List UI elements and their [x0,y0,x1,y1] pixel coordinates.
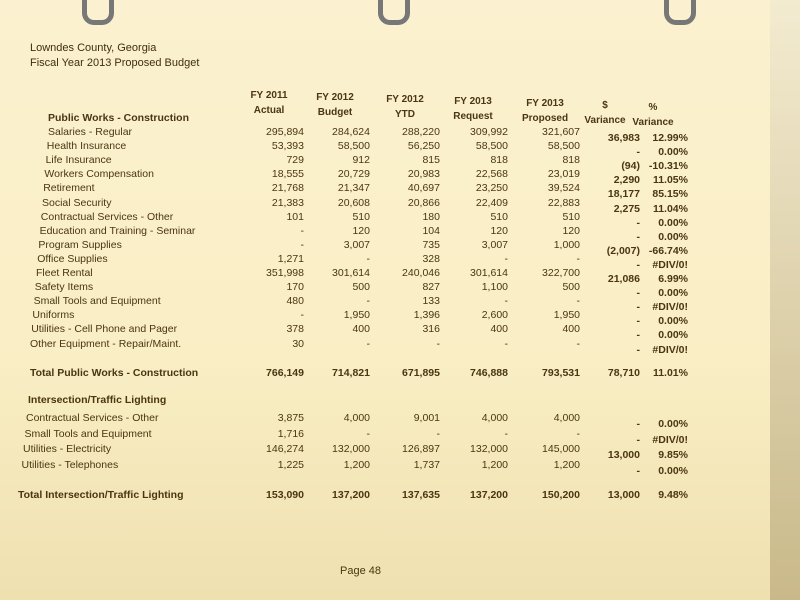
cell-value: #DIV/0! [652,433,688,446]
cell-value: - [366,295,370,308]
cell-value: 321,607 [542,126,580,138]
row-label: Utilities - Telephones [21,458,119,471]
cell-value: 53,393 [271,140,304,153]
row-label: Small Tools and Equipment [33,295,161,308]
column-header-line: YTD [395,109,415,120]
cell-value: -66.74% [648,244,688,257]
row-label: Fleet Rental [36,267,93,279]
cell-value: 104 [422,224,440,237]
table-row [0,126,760,144]
cell-value: - [366,252,370,265]
cell-value: 309,992 [470,126,508,138]
cell-value: 120 [490,224,508,237]
cell-value: 3,007 [343,238,370,251]
cell-value: 58,500 [547,140,580,153]
cell-value: - [504,295,508,308]
row-label: Salaries - Regular [48,126,133,138]
total-value: 11.01% [652,367,688,379]
cell-value: 30 [292,337,304,350]
cell-value: 13,000 [607,449,640,461]
cell-value: 400 [352,323,370,336]
cell-value: 328 [422,252,440,265]
total-value: 671,895 [402,367,440,379]
cell-value: 301,614 [332,267,370,279]
cell-value: 500 [352,281,370,294]
column-header-line: % [648,102,658,113]
cell-value: 21,347 [337,182,370,195]
total-value: 78,710 [607,367,640,379]
cell-value: 0.00% [658,329,688,342]
cell-value: 120 [562,224,580,237]
table-row [0,224,760,243]
cell-value: 818 [490,154,508,167]
page-number: Page 48 [340,565,381,577]
cell-value: 21,768 [271,182,304,195]
column-header-line: Actual [253,105,285,116]
column-header-line: FY 2012 [316,92,354,103]
column-header-line: FY 2012 [386,94,424,105]
cell-value: - [300,309,304,322]
cell-value: 3,875 [277,412,304,424]
total-value: 9.48% [658,489,688,501]
cell-value: 2,290 [613,174,640,187]
cell-value: - [576,337,580,350]
cell-value: 39,524 [547,182,580,195]
cell-value: - [636,230,640,243]
cell-value: - [366,337,370,350]
cell-value: 1,000 [553,238,580,251]
cell-value: - [576,295,580,308]
underlying-sheet [766,0,800,600]
total-value: 137,200 [332,489,370,501]
cell-value: 322,700 [542,267,580,279]
cell-value: 815 [422,154,440,167]
total-value: 746,888 [470,367,508,379]
table-row [0,323,760,342]
cell-value: 735 [422,238,440,251]
total-value: 150,200 [542,489,580,501]
column-header-line: $ [602,100,608,111]
cell-value: 0.00% [658,464,688,477]
row-label: Workers Compensation [44,168,154,181]
row-label: Uniforms [32,309,75,322]
cell-value: 20,866 [407,196,440,209]
total-value: 153,090 [266,489,304,501]
column-header [300,90,370,120]
cell-value: - [636,146,640,159]
column-header [234,88,304,118]
row-label: Contractual Services - Other [40,210,174,223]
cell-value: 9.85% [658,449,688,461]
column-header [438,94,508,124]
cell-value: 2,600 [481,309,508,322]
total-label: Total Intersection/Traffic Lighting [18,489,184,501]
cell-value: 22,568 [475,168,508,181]
cell-value: 9,001 [413,412,440,424]
cell-value: 3,007 [481,238,508,251]
cell-value: 284,624 [332,126,370,138]
cell-value: 180 [422,210,440,223]
cell-value: - [504,337,508,350]
cell-value: 301,614 [470,267,508,279]
cell-value: 400 [562,323,580,336]
table-row [0,443,760,461]
cell-value: - [636,258,640,271]
cell-value: 2,275 [613,202,640,215]
cell-value: 0.00% [658,146,688,159]
table-row [0,252,760,271]
cell-value: 729 [286,154,304,167]
row-label: Social Security [42,196,112,209]
cell-value: - [636,329,640,342]
cell-value: - [504,427,508,440]
cell-value: 21,086 [607,273,640,285]
cell-value: 240,046 [402,267,440,279]
table-row [0,238,760,257]
table-row [0,337,760,356]
cell-value: 18,555 [271,168,304,181]
cell-value: 288,220 [402,126,440,138]
row-label: Health Insurance [46,140,127,153]
cell-value: 4,000 [343,412,370,424]
row-label: Retirement [43,182,95,195]
cell-value: 1,200 [343,458,370,471]
cell-value: (94) [621,160,640,173]
cell-value: 126,897 [402,443,440,455]
row-label: Office Supplies [37,252,108,265]
cell-value: - [576,427,580,440]
table-row [0,210,760,229]
cell-value: 500 [562,281,580,294]
cell-value: 351,998 [266,267,304,279]
table-row [0,427,760,446]
cell-value: 101 [286,210,304,223]
cell-value: - [436,427,440,440]
cell-value: 0.00% [658,315,688,328]
row-label: Life Insurance [45,154,112,167]
binder-ring [378,0,410,25]
column-header-line: Budget [317,107,353,118]
cell-value: - [436,337,440,350]
cell-value: 6.99% [658,273,688,285]
cell-value: - [366,427,370,440]
cell-value: 0.00% [658,216,688,229]
table-row [0,182,760,201]
cell-value: 0.00% [658,230,688,243]
cell-value: - [504,252,508,265]
cell-value: 23,250 [475,182,508,195]
cell-value: - [636,216,640,229]
total-row [0,367,760,381]
cell-value: 132,000 [332,443,370,455]
cell-value: - [636,343,640,356]
cell-value: 1,716 [277,427,304,440]
cell-value: 12.99% [652,132,688,144]
cell-value: - [636,433,640,446]
cell-value: 400 [490,323,508,336]
cell-value: - [636,418,640,430]
column-header-line: FY 2013 [526,98,564,109]
column-header-line: Proposed [521,113,569,124]
total-value: 137,200 [470,489,508,501]
cell-value: 22,883 [547,196,580,209]
table-row [0,168,760,187]
cell-value: 1,271 [277,252,304,265]
cell-value: 120 [352,224,370,237]
table-row [0,458,760,477]
cell-value: 0.00% [658,418,688,430]
cell-value: - [300,224,304,237]
cell-value: 20,983 [407,168,440,181]
cell-value: 145,000 [542,443,580,455]
row-label: Contractual Services - Other [26,412,159,424]
cell-value: 85.15% [652,188,688,201]
cell-value: - [576,252,580,265]
column-header-line: FY 2013 [454,96,492,107]
cell-value: 1,950 [553,309,580,322]
table-row [0,267,760,285]
cell-value: 316 [422,323,440,336]
cell-value: 132,000 [470,443,508,455]
table-row [0,154,760,173]
cell-value: -10.31% [648,160,688,173]
cell-value: 4,000 [481,412,508,424]
cell-value: 295,894 [266,126,304,138]
row-label: Utilities - Electricity [23,443,112,455]
cell-value: 1,225 [277,458,304,471]
table-row [0,309,760,328]
table-row [0,281,760,300]
column-header-line: Request [453,111,493,122]
cell-value: 510 [490,210,508,223]
cell-value: 20,729 [337,168,370,181]
binder-ring [82,0,114,25]
section-title: Public Works - Construction [48,112,189,124]
cell-value: 22,409 [475,196,508,209]
total-label: Total Public Works - Construction [30,367,199,379]
cell-value: - [636,301,640,314]
cell-value: 20,608 [337,196,370,209]
cell-value: 4,000 [553,412,580,424]
cell-value: 40,697 [407,182,440,195]
cell-value: 133 [422,295,440,308]
cell-value: 510 [352,210,370,223]
section-title: Intersection/Traffic Lighting [28,394,167,406]
cell-value: - [300,238,304,251]
cell-value: #DIV/0! [652,343,688,356]
cell-value: 1,737 [413,458,440,471]
row-label: Education and Training - Seminar [39,224,196,237]
row-label: Small Tools and Equipment [24,427,152,440]
cell-value: 912 [352,154,370,167]
cell-value: 58,500 [337,140,370,153]
cell-value: 56,250 [407,140,440,153]
column-header [370,92,440,122]
cell-value: 818 [562,154,580,167]
cell-value: 1,950 [343,309,370,322]
row-label: Program Supplies [38,238,122,251]
cell-value: 18,177 [607,188,640,201]
cell-value: 480 [286,295,304,308]
column-header-line: Variance [632,117,674,128]
total-value: 766,149 [266,367,304,379]
cell-value: #DIV/0! [652,258,688,271]
total-value: 714,821 [332,367,370,379]
cell-value: 21,383 [271,196,304,209]
cell-value: 11.04% [652,202,688,215]
cell-value: 1,396 [413,309,440,322]
cell-value: 170 [286,281,304,294]
cell-value: #DIV/0! [652,301,688,314]
table-row [0,412,760,430]
cell-value: - [636,464,640,477]
cell-value: 146,274 [266,443,304,455]
cell-value: 378 [286,323,304,336]
total-row [0,489,760,503]
cell-value: - [636,315,640,328]
total-value: 13,000 [607,489,640,501]
row-label: Safety Items [34,281,94,294]
column-header-line: Variance [584,115,626,126]
table-row [0,140,760,159]
row-label: Utilities - Cell Phone and Pager [31,323,178,336]
total-value: 137,635 [402,489,440,501]
cell-value: 510 [562,210,580,223]
column-header-line: FY 2011 [250,90,288,101]
cell-value: 36,983 [607,132,640,144]
table-row [0,196,760,215]
cell-value: 58,500 [475,140,508,153]
table-row [0,295,760,314]
cell-value: 827 [422,281,440,294]
cell-value: - [636,287,640,300]
cell-value: 1,200 [481,458,508,471]
cell-value: 0.00% [658,287,688,300]
binder-ring [664,0,696,25]
cell-value: 23,019 [547,168,580,181]
cell-value: (2,007) [606,244,640,257]
budget-title: Fiscal Year 2013 Proposed Budget [30,57,200,69]
cell-value: 1,100 [481,281,508,294]
cell-value: 1,200 [553,458,580,471]
county-title: Lowndes County, Georgia [30,42,157,54]
total-value: 793,531 [542,367,580,379]
cell-value: 11.05% [652,174,688,187]
row-label: Other Equipment - Repair/Maint. [30,337,182,350]
